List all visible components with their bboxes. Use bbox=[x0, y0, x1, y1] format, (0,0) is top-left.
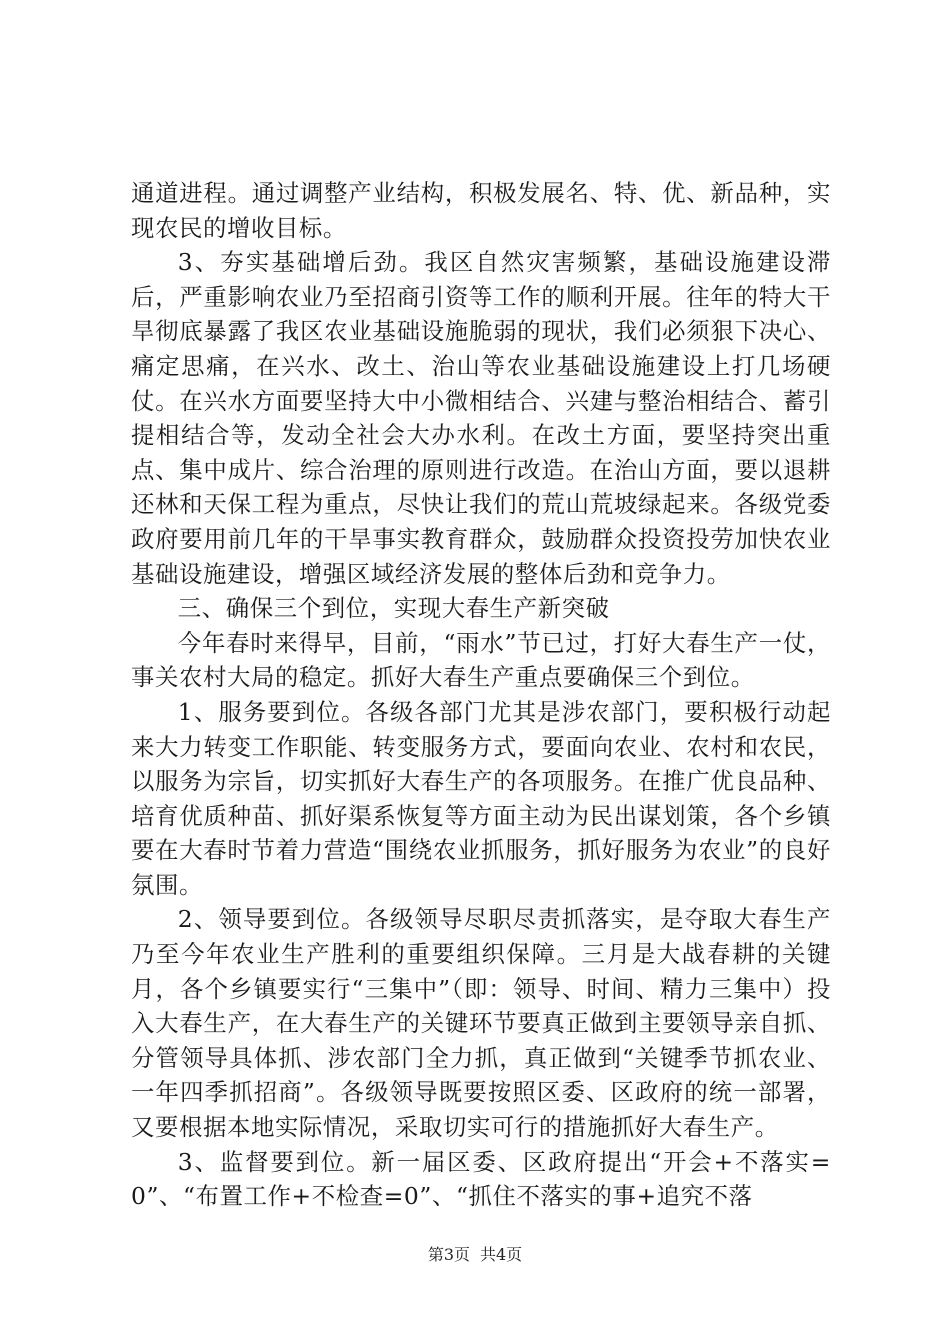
page-footer bbox=[0, 1244, 950, 1266]
paragraph: 通道进程。通过调整产业结构，积极发展名、特、优、新品种，实现农民的增收目标。 bbox=[131, 179, 831, 242]
paragraph: 3、夯实基础增后劲。我区自然灾害频繁，基础设施建设滞后，严重影响农业乃至招商引资等工作的顺利开展。往年的特大干旱彻底暴露了我区农业基础设施脆弱的现状，我们必须狠下决心、痛定思痛，在兴水、改土、治山等农业基础设施建设上打几场硬仗。在兴水方面要坚持大中小微相结合、兴建与整治相结合、蓄引提相结合等，发动全社会大办水利。在改土方面，要坚持突出重点、集中成片、综合治理的原则进行改造。在治山方面，要以退耕还林和天保工程为重点，尽快让我们的荒山荒坡绿起来。各级党委政府要用前几年的干旱事实教育群众，鼓励群众投资投劳加快农业基础设施建设，增强区域经济发展的整体后劲和竞争力。 bbox=[131, 248, 831, 588]
total-pages: 共4页 bbox=[480, 1245, 523, 1264]
section-heading: 三、确保三个到位，实现大春生产新突破 bbox=[177, 594, 610, 623]
paragraph: 今年春时来得早，目前，“雨水”节已过，打好大春生产一仗，事关农村大局的稳定。抓好大春生产重点要确保三个到位。 bbox=[131, 628, 831, 692]
document-body bbox=[131, 176, 831, 1214]
page-number: 第3页 bbox=[427, 1245, 470, 1264]
paragraph: 3、监督要到位。新一届区委、区政府提出“开会+不落实=0”、“布置工作+不检查=0”、“抓住不落实的事+追究不落 bbox=[131, 1147, 831, 1211]
paragraph: 2、领导要到位。各级领导尽职尽责抓落实，是夺取大春生产乃至今年农业生产胜利的重要组织保障。三月是大战春耕的关键月，各个乡镇要实行“三集中”（即：领导、时间、精力三集中）投入大春生产，在大春生产的关键环节要真正做到主要领导亲自抓、分管领导具体抓、涉农部门全力抓，真正做到“关键季节抓农业、一年四季抓招商”。各级领导既要按照区委、区政府的统一部署，又要根据本地实际情况，采取切实可行的措施抓好大春生产。 bbox=[131, 905, 831, 1142]
paragraph: 1、服务要到位。各级各部门尤其是涉农部门，要积极行动起来大力转变工作职能、转变服务方式，要面向农业、农村和农民，以服务为宗旨，切实抓好大春生产的各项服务。在推广优良品种、培育优质种苗、抓好渠系恢复等方面主动为民出谋划策，各个乡镇要在大春时节着力营造“围绕农业抓服务，抓好服务为农业”的良好氛围。 bbox=[131, 697, 831, 899]
